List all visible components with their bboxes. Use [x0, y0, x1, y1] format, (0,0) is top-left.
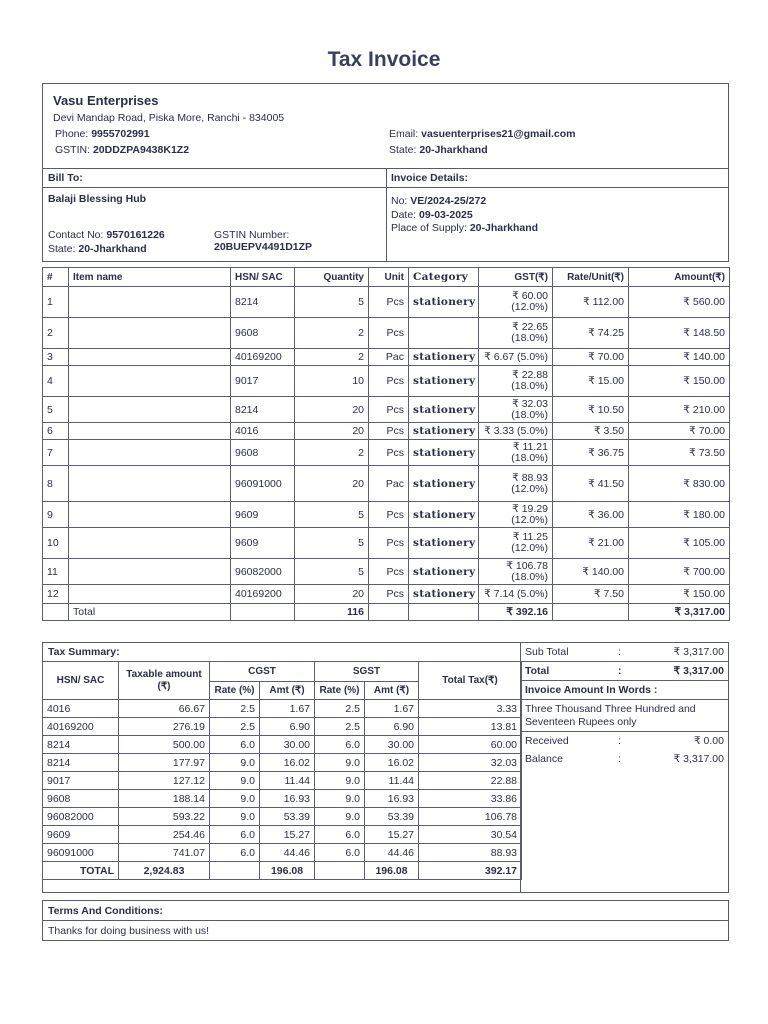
tax-taxable: 741.07: [119, 844, 210, 862]
item-hsn: 8214: [231, 287, 295, 318]
sgst-rate: 6.0: [315, 844, 365, 862]
tax-row: [43, 754, 522, 772]
item-row: [43, 502, 730, 528]
item-category: stationery: [409, 585, 479, 604]
sgst-rate: 2.5: [315, 718, 365, 736]
terms-section: [42, 900, 729, 941]
cgst-rate: 9.0: [210, 772, 260, 790]
item-name: [69, 397, 231, 423]
words-heading-row: [521, 681, 728, 700]
item-unit: Pcs: [369, 397, 409, 423]
tax-taxable: 177.97: [119, 754, 210, 772]
cgst-rate: 2.5: [210, 700, 260, 718]
item-amount: ₹ 180.00: [629, 502, 730, 528]
item-gst-rate: (12.0%): [511, 301, 548, 313]
tax-total-sgst: 196.08: [365, 862, 419, 880]
tax-hsn: 9017: [43, 772, 119, 790]
item-amount: ₹ 148.50: [629, 318, 730, 349]
item-name: [69, 528, 231, 559]
items-total-qty: 116: [295, 604, 369, 621]
cgst-rate-header: Rate (%): [210, 682, 260, 700]
item-unit: Pcs: [369, 440, 409, 466]
cgst-amount: 16.93: [260, 790, 315, 808]
tax-hsn: 8214: [43, 754, 119, 772]
item-gst-amount: ₹ 19.29: [512, 502, 548, 515]
tax-taxable: 593.22: [119, 808, 210, 826]
item-number: 1: [43, 287, 69, 318]
item-category: stationery: [409, 502, 479, 528]
item-gst-amount: ₹ 7.14 (5.0%): [484, 587, 548, 600]
item-number: 2: [43, 318, 69, 349]
item-hsn: 9608: [231, 440, 295, 466]
cgst-amount: 1.67: [260, 700, 315, 718]
item-number: 8: [43, 466, 69, 502]
item-gst-rate: (18.0%): [511, 380, 548, 392]
item-gst-amount: ₹ 32.03: [512, 397, 548, 410]
tax-total: 88.93: [419, 844, 522, 862]
item-row: [43, 440, 730, 466]
seller-address: Devi Mandap Road, Piska More, Ranchi - 834005: [53, 112, 285, 124]
cgst-rate: 9.0: [210, 754, 260, 772]
item-quantity: 10: [295, 366, 369, 397]
sgst-rate: 6.0: [315, 826, 365, 844]
sgst-rate: 9.0: [315, 790, 365, 808]
received-label: Received: [525, 735, 569, 747]
sgst-rate: 2.5: [315, 700, 365, 718]
customer-gstin: 20BUEPV4491D1ZP: [214, 241, 313, 253]
item-amount: ₹ 830.00: [629, 466, 730, 502]
item-name: [69, 559, 231, 585]
tax-hsn: 9609: [43, 826, 119, 844]
cgst-rate: 6.0: [210, 844, 260, 862]
subtotal-label: Sub Total: [525, 646, 569, 658]
cgst-rate: 2.5: [210, 718, 260, 736]
item-gst-rate: (18.0%): [511, 570, 548, 583]
item-gst-rate: (12.0%): [511, 482, 548, 495]
item-rate: ₹ 74.25: [553, 318, 629, 349]
balance-colon: :: [618, 753, 621, 765]
item-quantity: 2: [295, 349, 369, 366]
sgst-amount: 53.39: [365, 808, 419, 826]
tax-total-row: [43, 862, 522, 880]
tax-col-total: Total Tax(₹): [419, 662, 522, 700]
cgst-rate: 6.0: [210, 736, 260, 754]
subtotal-value: ₹ 3,317.00: [673, 646, 724, 658]
item-rate: ₹ 41.50: [553, 466, 629, 502]
item-amount: ₹ 73.50: [629, 440, 730, 466]
items-total-amount: ₹ 3,317.00: [629, 604, 730, 621]
item-gst-amount: ₹ 11.25: [512, 531, 548, 543]
item-amount: ₹ 210.00: [629, 397, 730, 423]
cgst-rate: 9.0: [210, 790, 260, 808]
tax-summary-table: [42, 661, 522, 880]
col-item-name: Item name: [69, 268, 231, 287]
item-unit: Pcs: [369, 502, 409, 528]
tax-total: 60.00: [419, 736, 522, 754]
summary-panel: [520, 642, 729, 893]
item-name: [69, 318, 231, 349]
tax-row: [43, 700, 522, 718]
item-hsn: 9609: [231, 528, 295, 559]
item-amount: ₹ 150.00: [629, 585, 730, 604]
tax-taxable: 500.00: [119, 736, 210, 754]
sgst-rate: 6.0: [315, 736, 365, 754]
total-colon: :: [618, 665, 622, 677]
item-quantity: 5: [295, 559, 369, 585]
sgst-amount: 6.90: [365, 718, 419, 736]
seller-email: Email: vasuenterprises21@gmail.com: [389, 128, 576, 140]
item-gst: [479, 440, 553, 466]
cgst-amount: 53.39: [260, 808, 315, 826]
item-number: 12: [43, 585, 69, 604]
item-quantity: 5: [295, 528, 369, 559]
item-gst: [479, 466, 553, 502]
item-number: 10: [43, 528, 69, 559]
item-rate: ₹ 7.50: [553, 585, 629, 604]
item-category: stationery: [409, 559, 479, 585]
item-quantity: 5: [295, 502, 369, 528]
item-gst: [479, 585, 553, 604]
total-label: Total: [525, 665, 550, 677]
item-hsn: 8214: [231, 397, 295, 423]
items-total-row: [43, 604, 730, 621]
tax-total: 22.88: [419, 772, 522, 790]
item-hsn: 40169200: [231, 349, 295, 366]
balance-label: Balance: [525, 753, 563, 765]
item-row: [43, 366, 730, 397]
page-title: Tax Invoice: [327, 48, 441, 71]
item-hsn: 9609: [231, 502, 295, 528]
item-number: 9: [43, 502, 69, 528]
tax-hsn: 4016: [43, 700, 119, 718]
bill-to-section: [42, 168, 729, 262]
sgst-rate: 9.0: [315, 808, 365, 826]
tax-row: [43, 826, 522, 844]
tax-row: [43, 718, 522, 736]
item-amount: ₹ 105.00: [629, 528, 730, 559]
item-category: [409, 318, 479, 349]
item-number: 5: [43, 397, 69, 423]
tax-hsn: 96082000: [43, 808, 119, 826]
item-hsn: 96082000: [231, 559, 295, 585]
item-category: stationery: [409, 528, 479, 559]
received-colon: :: [618, 735, 621, 747]
item-rate: ₹ 140.00: [553, 559, 629, 585]
sgst-rate-header: Rate (%): [315, 682, 365, 700]
tax-hsn: 9608: [43, 790, 119, 808]
item-rate: ₹ 3.50: [553, 423, 629, 440]
item-category: stationery: [409, 366, 479, 397]
tax-row: [43, 844, 522, 862]
item-gst: [479, 502, 553, 528]
terms-text: Thanks for doing business with us!: [48, 925, 210, 937]
tax-total: 33.86: [419, 790, 522, 808]
tax-total-label: TOTAL: [43, 862, 119, 880]
cgst-rate: 9.0: [210, 808, 260, 826]
item-gst: [479, 423, 553, 440]
tax-row: [43, 808, 522, 826]
tax-col-taxable: Taxable amount (₹): [119, 662, 210, 700]
item-gst: [479, 528, 553, 559]
sgst-amount: 15.27: [365, 826, 419, 844]
item-row: [43, 287, 730, 318]
col-quantity: Quantity: [295, 268, 369, 287]
tax-col-sgst: SGST: [315, 662, 419, 682]
item-hsn: 9017: [231, 366, 295, 397]
tax-col-hsn: HSN/ SAC: [43, 662, 119, 700]
received-value: ₹ 0.00: [693, 735, 724, 747]
item-category: stationery: [409, 287, 479, 318]
item-category: stationery: [409, 440, 479, 466]
item-gst-rate: (12.0%): [511, 513, 548, 526]
tax-taxable: 254.46: [119, 826, 210, 844]
item-quantity: 20: [295, 397, 369, 423]
item-gst-amount: ₹ 106.78: [506, 559, 548, 572]
item-hsn: 96091000: [231, 466, 295, 502]
tax-total: 106.78: [419, 808, 522, 826]
seller-name: Vasu Enterprises: [53, 93, 159, 108]
invoice-number: No: VE/2024-25/272: [391, 195, 487, 207]
tax-total: 30.54: [419, 826, 522, 844]
customer-gstin-label: GSTIN Number:: [214, 229, 290, 241]
tax-col-cgst: CGST: [210, 662, 315, 682]
tax-total: 32.03: [419, 754, 522, 772]
tax-hsn: 8214: [43, 736, 119, 754]
item-row: [43, 349, 730, 366]
item-amount: ₹ 140.00: [629, 349, 730, 366]
item-hsn: 40169200: [231, 585, 295, 604]
item-amount: ₹ 70.00: [629, 423, 730, 440]
item-name: [69, 502, 231, 528]
item-amount: ₹ 700.00: [629, 559, 730, 585]
customer-state: State: 20-Jharkhand: [48, 243, 147, 255]
seller-gstin: GSTIN: 20DDZPA9438K1Z2: [55, 144, 190, 156]
sgst-amount: 44.46: [365, 844, 419, 862]
item-gst-amount: ₹ 88.93: [512, 471, 548, 484]
invoice-date: Date: 09-03-2025: [391, 209, 473, 221]
item-gst: [479, 349, 553, 366]
item-quantity: 2: [295, 318, 369, 349]
item-name: [69, 366, 231, 397]
amount-words-heading: Invoice Amount In Words :: [525, 684, 658, 696]
item-gst: [479, 559, 553, 585]
bill-to-heading: Bill To:: [48, 172, 83, 184]
col-gst: GST(₹): [479, 268, 553, 287]
item-quantity: 20: [295, 423, 369, 440]
tax-hsn: 96091000: [43, 844, 119, 862]
item-unit: Pac: [369, 466, 409, 502]
customer-contact: Contact No: 9570161226: [48, 229, 165, 241]
cgst-amt-header: Amt (₹): [260, 682, 315, 700]
item-unit: Pcs: [369, 559, 409, 585]
col-num: #: [43, 268, 69, 287]
customer-name: Balaji Blessing Hub: [48, 193, 147, 205]
total-row: [521, 662, 728, 681]
item-number: 4: [43, 366, 69, 397]
item-row: [43, 585, 730, 604]
item-rate: ₹ 36.00: [553, 502, 629, 528]
item-row: [43, 423, 730, 440]
item-category: stationery: [409, 397, 479, 423]
item-quantity: 2: [295, 440, 369, 466]
items-table: [42, 267, 730, 621]
item-number: 3: [43, 349, 69, 366]
tax-row: [43, 772, 522, 790]
tax-total-taxable: 2,924.83: [119, 862, 210, 880]
item-category: stationery: [409, 349, 479, 366]
item-unit: Pcs: [369, 318, 409, 349]
item-name: [69, 349, 231, 366]
item-gst-amount: ₹ 22.88: [512, 369, 548, 381]
item-quantity: 20: [295, 585, 369, 604]
subtotal-colon: :: [618, 646, 621, 658]
tax-total: 3.33: [419, 700, 522, 718]
item-gst: [479, 287, 553, 318]
item-category: stationery: [409, 466, 479, 502]
sgst-amount: 1.67: [365, 700, 419, 718]
tax-summary-heading: Tax Summary:: [48, 646, 120, 658]
item-quantity: 20: [295, 466, 369, 502]
balance-value: ₹ 3,317.00: [673, 753, 724, 765]
cgst-amount: 15.27: [260, 826, 315, 844]
item-gst-amount: ₹ 6.67 (5.0%): [484, 350, 548, 363]
item-gst-amount: ₹ 60.00: [512, 290, 548, 302]
item-hsn: 4016: [231, 423, 295, 440]
tax-total-cgst: 196.08: [260, 862, 315, 880]
item-unit: Pcs: [369, 287, 409, 318]
item-row: [43, 528, 730, 559]
item-gst-amount: ₹ 3.33 (5.0%): [484, 424, 548, 437]
cgst-amount: 6.90: [260, 718, 315, 736]
tax-taxable: 188.14: [119, 790, 210, 808]
tax-row: [43, 790, 522, 808]
sgst-amount: 30.00: [365, 736, 419, 754]
cgst-amount: 11.44: [260, 772, 315, 790]
item-name: [69, 585, 231, 604]
item-row: [43, 466, 730, 502]
sgst-amount: 11.44: [365, 772, 419, 790]
item-quantity: 5: [295, 287, 369, 318]
col-unit: Unit: [369, 268, 409, 287]
item-gst-rate: (18.0%): [511, 451, 548, 464]
item-rate: ₹ 15.00: [553, 366, 629, 397]
col-rate: Rate/Unit(₹): [553, 268, 629, 287]
item-gst-amount: ₹ 11.21: [512, 440, 548, 453]
item-rate: ₹ 70.00: [553, 349, 629, 366]
item-rate: ₹ 36.75: [553, 440, 629, 466]
item-rate: ₹ 21.00: [553, 528, 629, 559]
tax-total-amount: 392.17: [419, 862, 522, 880]
item-hsn: 9608: [231, 318, 295, 349]
terms-heading: Terms And Conditions:: [48, 905, 163, 917]
items-total-label: Total: [69, 604, 231, 621]
item-unit: Pac: [369, 349, 409, 366]
item-row: [43, 559, 730, 585]
seller-state: State: 20-Jharkhand: [389, 144, 488, 156]
item-unit: Pcs: [369, 366, 409, 397]
item-name: [69, 466, 231, 502]
item-unit: Pcs: [369, 423, 409, 440]
item-number: 6: [43, 423, 69, 440]
item-number: 7: [43, 440, 69, 466]
col-amount: Amount(₹): [629, 268, 730, 287]
item-name: [69, 440, 231, 466]
place-of-supply: Place of Supply: 20-Jharkhand: [391, 222, 539, 234]
item-row: [43, 397, 730, 423]
sgst-amount: 16.02: [365, 754, 419, 772]
invoice-details-heading: Invoice Details:: [391, 172, 469, 184]
seller-box: [42, 83, 729, 169]
sgst-amount: 16.93: [365, 790, 419, 808]
tax-taxable: 127.12: [119, 772, 210, 790]
col-category: Category: [409, 268, 479, 287]
sgst-rate: 9.0: [315, 772, 365, 790]
item-gst-rate: (12.0%): [511, 542, 548, 554]
item-name: [69, 423, 231, 440]
cgst-rate: 6.0: [210, 826, 260, 844]
total-value: ₹ 3,317.00: [673, 665, 724, 677]
item-gst-rate: (18.0%): [511, 408, 548, 421]
item-number: 11: [43, 559, 69, 585]
cgst-amount: 16.02: [260, 754, 315, 772]
item-category: stationery: [409, 423, 479, 440]
tax-total: 13.81: [419, 718, 522, 736]
item-gst: [479, 318, 553, 349]
item-unit: Pcs: [369, 585, 409, 604]
item-gst: [479, 366, 553, 397]
sgst-rate: 9.0: [315, 754, 365, 772]
tax-hsn: 40169200: [43, 718, 119, 736]
tax-taxable: 276.19: [119, 718, 210, 736]
sgst-amt-header: Amt (₹): [365, 682, 419, 700]
item-amount: ₹ 150.00: [629, 366, 730, 397]
item-gst-amount: ₹ 22.65: [512, 321, 548, 333]
seller-phone: Phone: 9955702991: [55, 128, 150, 140]
cgst-amount: 30.00: [260, 736, 315, 754]
item-amount: ₹ 560.00: [629, 287, 730, 318]
item-rate: ₹ 112.00: [553, 287, 629, 318]
item-gst: [479, 397, 553, 423]
col-hsn: HSN/ SAC: [231, 268, 295, 287]
amount-in-words: Three Thousand Three Hundred and Seventeen Rupees only: [525, 703, 696, 728]
item-row: [43, 318, 730, 349]
tax-row: [43, 736, 522, 754]
item-name: [69, 287, 231, 318]
item-rate: ₹ 10.50: [553, 397, 629, 423]
subtotal-row: [521, 643, 728, 662]
cgst-amount: 44.46: [260, 844, 315, 862]
items-total-gst: ₹ 392.16: [479, 604, 553, 621]
item-unit: Pcs: [369, 528, 409, 559]
item-gst-rate: (18.0%): [511, 332, 548, 344]
tax-taxable: 66.67: [119, 700, 210, 718]
items-header-row: [43, 268, 730, 287]
